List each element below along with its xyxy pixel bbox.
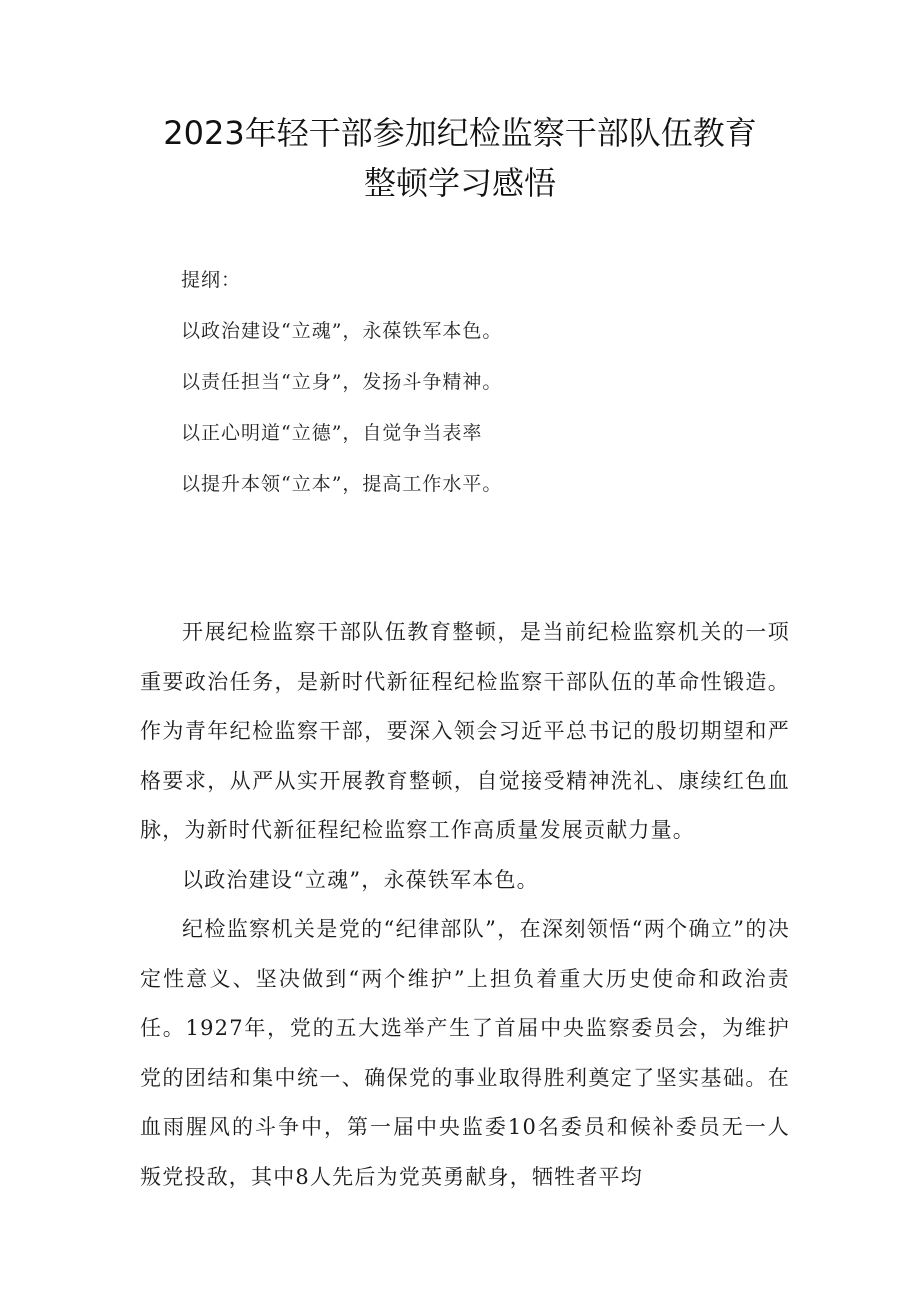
title-line-2: 整顿学习感悟 <box>363 164 556 202</box>
document-body <box>140 608 790 1202</box>
outline-label: 提纲： <box>181 269 242 291</box>
document-title <box>0 108 920 208</box>
outline-item: 以提升本领“立本”，提高工作水平。 <box>181 473 503 495</box>
outline-item: 以政治建设“立魂”，永葆铁军本色。 <box>181 320 503 342</box>
outline-item: 以责任担当“立身”，发扬斗争精神。 <box>181 371 503 393</box>
section-heading: 以政治建设“立魂”，永葆铁军本色。 <box>182 867 539 892</box>
body-paragraph: 开展纪检监察干部队伍教育整顿，是当前纪检监察机关的一项重要政治任务，是新时代新征程纪检监察干部队伍的革命性锻造。作为青年纪检监察干部，要深入领会习近平总书记的殷切期望和严格要求，从严从实开展教育整顿，自觉接受精神洗礼、康续红色血脉，为新时代新征程纪检监察工作高质量发展贡献力量。 <box>140 620 790 842</box>
outline-section <box>181 265 821 520</box>
outline-item: 以正心明道“立德”，自觉争当表率 <box>181 422 483 444</box>
section-paragraph: 纪检监察机关是党的“纪律部队”，在深刻领悟“两个确立”的决定性意义、坚决做到“两个维护”上担负着重大历史使命和政治责任。1927年，党的五大选举产生了首届中央监察委员会，为维护党的团结和集中统一、确保党的事业取得胜利奠定了坚实基础。在血雨腥风的斗争中，第一届中央监委10名委员和候补委员无一人叛党投敌，其中8人先后为党英勇献身，牺牲者平均 <box>140 917 790 1189</box>
title-line-1: 2023年轻干部参加纪检监察干部队伍教育 <box>163 114 757 152</box>
